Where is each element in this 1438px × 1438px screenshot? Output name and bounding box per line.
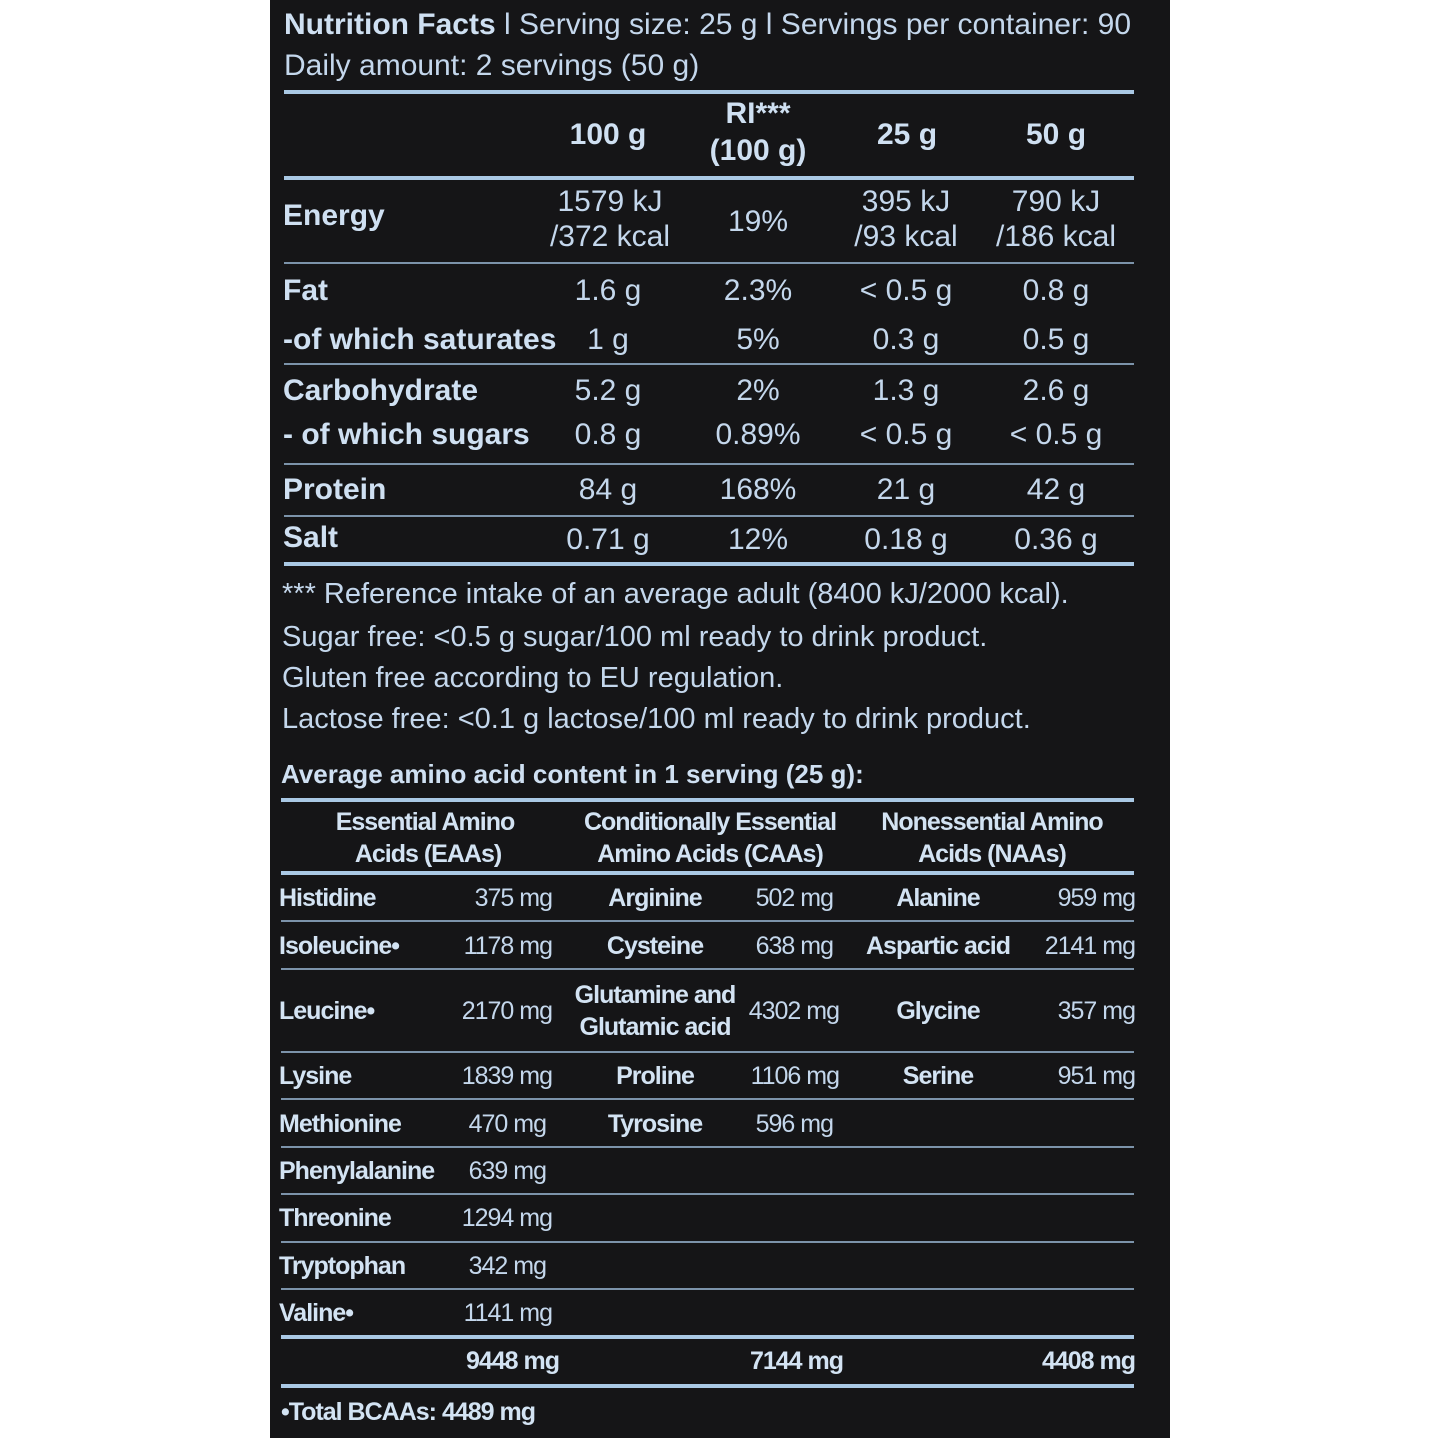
eaa-name: Valine• (279, 1299, 354, 1327)
header-serving-info (284, 10, 1131, 40)
sugars-ri: 0.89% (715, 418, 801, 451)
salt-25g: 0.18 g (864, 523, 948, 556)
protein-25g: 21 g (876, 473, 936, 506)
caa-value: 638 mg (755, 932, 833, 960)
note-lactose-free: Lactose free: <0.1 g lactose/100 ml ready to drink product. (282, 703, 1031, 735)
col-header-ri-basis: (100 g) (709, 134, 807, 167)
naa-name: Glycine (896, 997, 980, 1025)
eaa-value: 342 mg (468, 1252, 546, 1280)
energy-50g-kj: 790 kJ (1011, 185, 1101, 218)
carbohydrate-25g: 1.3 g (872, 374, 940, 407)
salt-100g: 0.71 g (566, 523, 650, 556)
caa-value: 596 mg (755, 1110, 833, 1138)
saturates-ri: 5% (736, 323, 780, 356)
rule (284, 515, 1134, 517)
caa-value: 502 mg (755, 884, 833, 912)
fat-ri: 2.3% (723, 274, 793, 307)
eaa-value: 470 mg (468, 1110, 546, 1138)
carbohydrate-ri: 2% (736, 374, 780, 407)
rule (281, 920, 1134, 922)
caa-name-line1: Glutamine and (574, 981, 736, 1009)
caa-name-line2: Glutamic acid (579, 1013, 731, 1041)
row-saturates-label: -of which saturates (283, 323, 557, 356)
col-header-50g: 50 g (1025, 118, 1087, 151)
eaa-name: Lysine (279, 1062, 352, 1090)
naa-name: Alanine (896, 884, 980, 912)
protein-100g: 84 g (578, 473, 638, 506)
salt-50g: 0.36 g (1014, 523, 1098, 556)
rule (284, 262, 1134, 264)
caa-name: Tyrosine (607, 1110, 703, 1138)
note-sugar-free: Sugar free: <0.5 g sugar/100 ml ready to drink product. (282, 621, 988, 653)
eaa-value: 375 mg (474, 884, 552, 912)
naa-name: Aspartic acid (865, 932, 1011, 960)
rule (281, 798, 1134, 802)
bcaa-footnote: •Total BCAAs: 4489 mg (281, 1398, 536, 1426)
row-carbohydrate-label: Carbohydrate (283, 374, 479, 407)
eaa-name: Isoleucine• (279, 932, 400, 960)
rule (281, 871, 1134, 875)
col-header-100g: 100 g (569, 118, 647, 151)
eaa-name: Phenylalanine (279, 1157, 435, 1185)
fat-100g: 1.6 g (574, 274, 642, 307)
row-energy-label: Energy (283, 199, 385, 232)
carbohydrate-50g: 2.6 g (1022, 374, 1090, 407)
rule (284, 363, 1134, 365)
eaa-name: Histidine (279, 884, 376, 912)
note-gluten-free: Gluten free according to EU regulation. (282, 662, 784, 694)
header-serving-text: l Serving size: 25 g l Servings per container: 90 (495, 8, 1132, 41)
row-sugars-label: - of which sugars (283, 418, 530, 451)
eaa-value: 1839 mg (461, 1062, 552, 1090)
naa-header-line2: Acids (NAAs) (918, 840, 1066, 868)
naa-value: 959 mg (1057, 884, 1135, 912)
energy-100g-kcal: /372 kcal (549, 220, 671, 253)
caa-name: Proline (616, 1062, 694, 1090)
row-protein-label: Protein (283, 473, 387, 506)
fat-25g: < 0.5 g (859, 274, 953, 307)
eaa-header-line2: Acids (EAAs) (354, 840, 502, 868)
protein-ri: 168% (719, 473, 797, 506)
naa-name: Serine (902, 1062, 974, 1090)
eaa-total: 9448 mg (465, 1347, 559, 1375)
rule (281, 1146, 1134, 1148)
saturates-50g: 0.5 g (1022, 323, 1090, 356)
saturates-25g: 0.3 g (872, 323, 940, 356)
header-title-bold: Nutrition Facts (284, 8, 496, 41)
rule (281, 1288, 1134, 1290)
row-fat-label: Fat (283, 274, 328, 307)
caa-name: Cysteine (606, 932, 704, 960)
col-header-25g: 25 g (876, 118, 938, 151)
energy-50g-kcal: /186 kcal (995, 220, 1117, 253)
rule (281, 1193, 1134, 1195)
eaa-value: 639 mg (468, 1157, 546, 1185)
eaa-value: 2170 mg (461, 997, 552, 1025)
rule (284, 90, 1134, 94)
row-salt-label: Salt (283, 521, 339, 554)
caa-total: 7144 mg (749, 1347, 843, 1375)
protein-50g: 42 g (1026, 473, 1086, 506)
amino-title: Average amino acid content in 1 serving (25 g): (281, 759, 864, 789)
eaa-name: Leucine• (279, 997, 375, 1025)
caa-header-line2: Amino Acids (CAAs) (597, 840, 823, 868)
naa-value: 951 mg (1057, 1062, 1135, 1090)
sugars-50g: < 0.5 g (1009, 418, 1103, 451)
carbohydrate-100g: 5.2 g (574, 374, 642, 407)
caa-header-line1: Conditionally Essential (583, 808, 837, 836)
rule (281, 968, 1134, 970)
energy-ri: 19% (727, 205, 789, 238)
rule (281, 1335, 1134, 1339)
sugars-25g: < 0.5 g (859, 418, 953, 451)
eaa-value: 1141 mg (463, 1299, 552, 1327)
salt-ri: 12% (727, 523, 789, 556)
naa-value: 2141 mg (1044, 932, 1135, 960)
naa-value: 357 mg (1057, 997, 1135, 1025)
energy-100g-kj: 1579 kJ (557, 185, 663, 218)
rule (284, 463, 1134, 465)
eaa-name: Methionine (279, 1110, 401, 1138)
caa-name: Arginine (608, 884, 702, 912)
rule (281, 1384, 1134, 1388)
note-reference-intake: *** Reference intake of an average adult (8400 kJ/2000 kcal). (282, 578, 1069, 610)
header-daily-amount: Daily amount: 2 servings (50 g) (284, 49, 700, 82)
rule (281, 1051, 1134, 1053)
rule (281, 1241, 1134, 1243)
col-header-ri: RI*** (725, 97, 791, 130)
naa-total: 4408 mg (1041, 1347, 1135, 1375)
rule (284, 562, 1134, 566)
naa-header-line1: Nonessential Amino (881, 808, 1103, 836)
eaa-value: 1178 mg (463, 932, 552, 960)
saturates-100g: 1 g (587, 323, 629, 356)
nutrition-label-panel (270, 0, 1170, 1438)
caa-value: 1106 mg (750, 1062, 839, 1090)
caa-value: 4302 mg (748, 997, 839, 1025)
sugars-100g: 0.8 g (574, 418, 642, 451)
eaa-value: 1294 mg (461, 1204, 552, 1232)
eaa-header-line1: Essential Amino (335, 808, 515, 836)
rule (284, 176, 1134, 180)
fat-50g: 0.8 g (1022, 274, 1090, 307)
rule (281, 1098, 1134, 1100)
energy-25g-kcal: /93 kcal (854, 220, 958, 253)
energy-25g-kj: 395 kJ (861, 185, 951, 218)
eaa-name: Threonine (279, 1204, 391, 1232)
eaa-name: Tryptophan (279, 1252, 406, 1280)
